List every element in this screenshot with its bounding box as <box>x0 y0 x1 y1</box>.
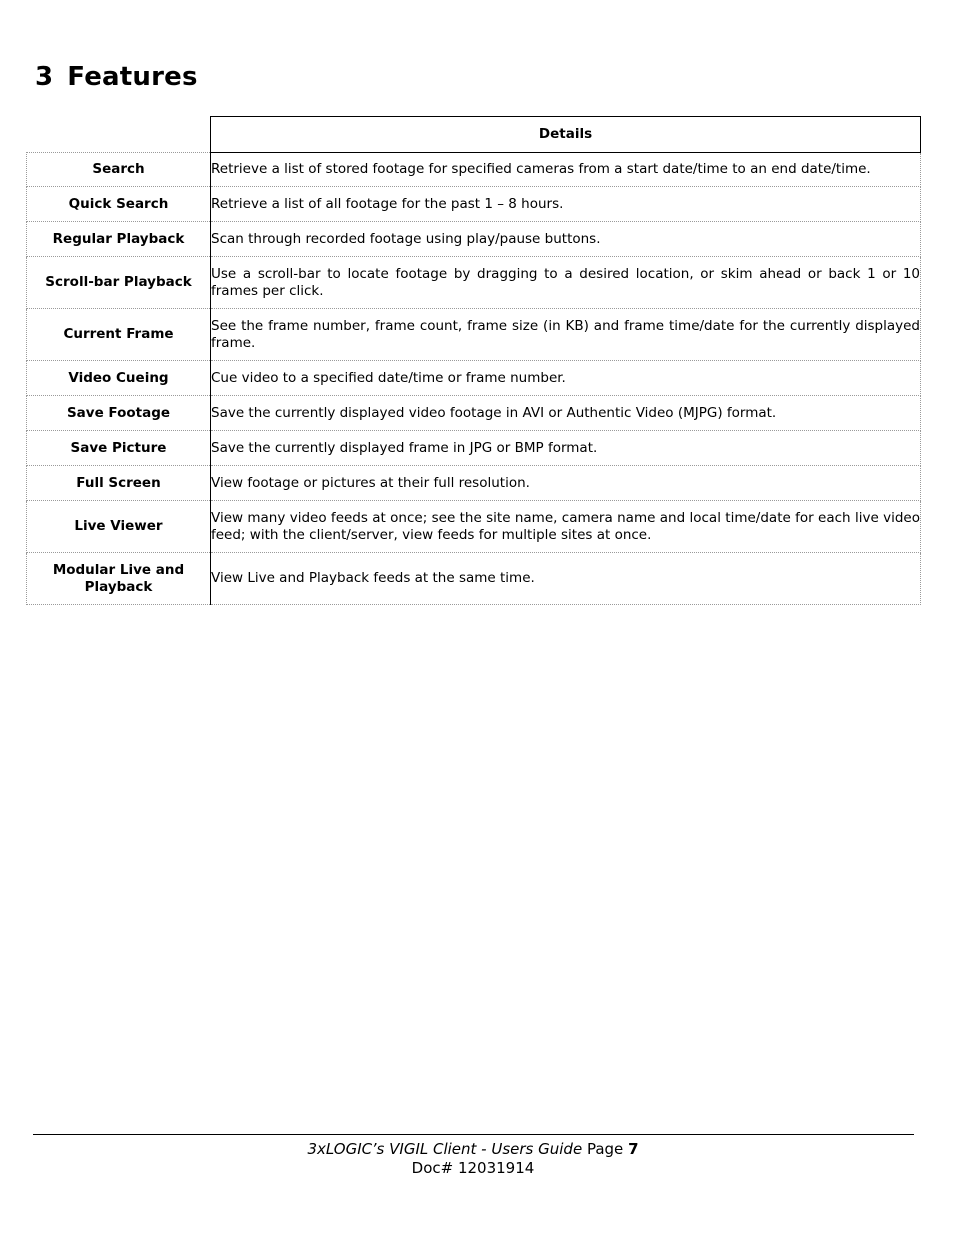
table-row <box>27 501 921 553</box>
table-row <box>27 309 921 361</box>
feature-name: Regular Playback <box>27 222 211 257</box>
table-row <box>27 361 921 396</box>
feature-details: Scan through recorded footage using play/pause buttons. <box>211 222 921 257</box>
feature-details: Save the currently displayed frame in JPG or BMP format. <box>211 431 921 466</box>
section-title: Features <box>67 62 198 92</box>
table-row <box>27 466 921 501</box>
feature-name: Live Viewer <box>27 501 211 553</box>
feature-details: Retrieve a list of stored footage for specified cameras from a start date/time to an end date/time. <box>211 153 921 187</box>
table-row <box>27 553 921 605</box>
feature-name: Quick Search <box>27 187 211 222</box>
section-number: 3 <box>35 62 54 92</box>
table-row <box>27 153 921 187</box>
feature-details: See the frame number, frame count, frame size (in KB) and frame time/date for the currently displayed frame. <box>211 309 921 361</box>
footer-divider <box>33 1134 914 1135</box>
feature-details: Cue video to a specified date/time or frame number. <box>211 361 921 396</box>
feature-name: Search <box>27 153 211 187</box>
document-number: Doc# 12031914 <box>411 1159 535 1177</box>
feature-name: Modular Live and Playback <box>27 553 211 605</box>
feature-details: Use a scroll-bar to locate footage by dragging to a desired location, or skim ahead or back 1 or 10 frames per click. <box>211 257 921 309</box>
feature-details: View Live and Playback feeds at the same time. <box>211 553 921 605</box>
footer-title-line <box>0 1140 946 1159</box>
page-number: 7 <box>628 1140 639 1158</box>
table-row <box>27 222 921 257</box>
table-row <box>27 431 921 466</box>
feature-name: Full Screen <box>27 466 211 501</box>
document-title: 3xLOGIC’s VIGIL Client - Users Guide <box>307 1140 583 1158</box>
table-row <box>27 187 921 222</box>
feature-details: View footage or pictures at their full resolution. <box>211 466 921 501</box>
feature-details: View many video feeds at once; see the site name, camera name and local time/date for each live video feed; with the client/server, view feeds for multiple sites at once. <box>211 501 921 553</box>
table-corner-cell <box>27 117 211 153</box>
feature-details: Save the currently displayed video footage in AVI or Authentic Video (MJPG) format. <box>211 396 921 431</box>
feature-name: Video Cueing <box>27 361 211 396</box>
page-label: Page <box>586 1140 624 1158</box>
feature-name: Save Picture <box>27 431 211 466</box>
table-row <box>27 396 921 431</box>
feature-name: Save Footage <box>27 396 211 431</box>
feature-name: Current Frame <box>27 309 211 361</box>
feature-details: Retrieve a list of all footage for the past 1 – 8 hours. <box>211 187 921 222</box>
table-row <box>27 257 921 309</box>
section-heading <box>35 62 198 92</box>
feature-name: Scroll-bar Playback <box>27 257 211 309</box>
page-footer <box>0 1140 946 1178</box>
features-table <box>26 116 921 605</box>
details-column-header: Details <box>211 117 921 153</box>
